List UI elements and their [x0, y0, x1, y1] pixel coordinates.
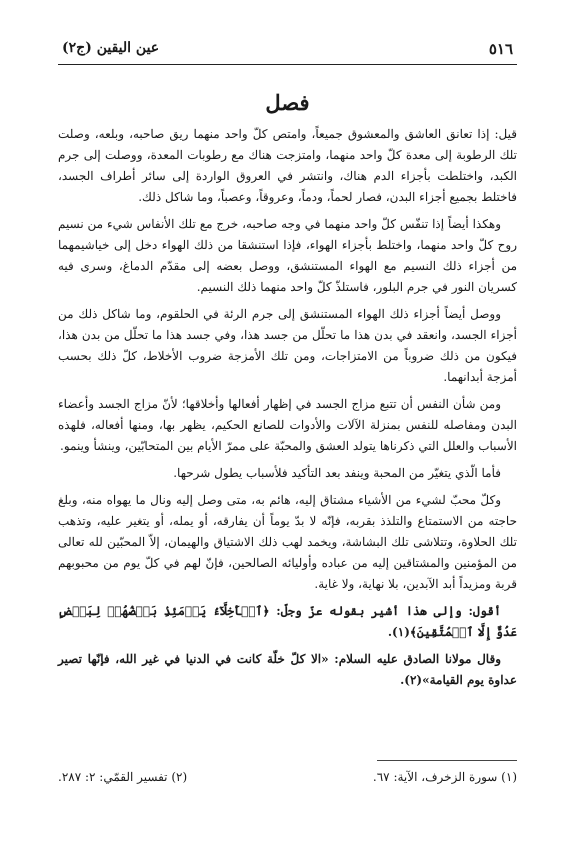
hadith-paragraph: وقال مولانا الصادق عليه السلام: «الا كلّ خلّة كانت في الدنيا في غير الله، فإنّها تصير عداوة يوم القيامة»(٢). [58, 652, 517, 687]
paragraph: وهكذا أيضاً إذا تنفّس كلّ واحد منهما في وجه صاحبه، خرج مع تلك الأنفاس شيء من نسيم روح كلّ واحد منهما، واختلط بأجزاء الهواء، فإذا استنشقا من ذلك الهواء دخل إلى خياشيمهما من أجزاء ذلك النسيم مع الهواء المستنشق، ووصل بعضه إلى مقدّم الدماغ، وسرى فيه كسريان النور في جرم البلور، فاستلذّ كلّ واحد منهما ذلك النسيم. [58, 217, 517, 294]
body-text [58, 124, 517, 697]
footnote-1: (١) سورة الزخرف، الآية: ٦٧. [372, 770, 517, 784]
paragraph: ووصل أيضاً أجزاء ذلك الهواء المستنشق إلى جرم الرئة في الحلقوم، وما شاكل ذلك من أجزاء الجسد، وانعقد في بدن هذا ما تحلّل من جسد هذا، وفي جسد هذا ما تحلّل من بدن هذا، فيكون من ذلك ضروباً من الامتزاجات، ومن تلك الأمزجة ضروب الأخلاط، كلّ ذلك بحسب أمزجة أبدانهما. [58, 307, 517, 384]
page-number: ٥١٦ [488, 40, 513, 58]
footnote-row [58, 768, 517, 786]
footnote-2: (٢) تفسير القمّي: ٢: ٢٨٧. [58, 770, 188, 784]
paragraph: قيل: إذا تعانق العاشق والمعشوق جميعاً، وامتص كلّ واحد منهما ريق صاحبه، وبلعه، وصلت تلك الرطوبة إلى معدة كلّ واحد منهما، وامتزجت هناك مع رطوبات المعدة، ووصلت إلى جرم الكبد، واختلطت بأجزاء الدم هناك، وانتشر في العروق الواردة إلى سائر أطراف الجسد، فاختلط بجميع أجزاء البدن، فصار لحماً، ودماً، وعروقاً، وعصباً، وما شاكل ذلك. [58, 127, 517, 204]
section-title: فصل [265, 90, 310, 115]
running-head: عين اليقين (ج٢) [62, 40, 160, 56]
paragraph: ومن شأن النفس أن تتبع مزاج الجسد في إظهار أفعالها وأخلاقها؛ لأنّ مزاج الجسد وأعضاء البدن ومفاصله للنفس بمنزلة الآلات والأدوات للصانع الحكيم، يظهر بها، ومنها أفعاله، فلهذه الأسباب والعلل التي ذكرناها يتولد العشق والمحبّة على ممرّ الأيام بين المتحابّين، وينشأ وينمو. [58, 397, 517, 453]
paragraph: وكلّ محبّ لشيء من الأشياء مشتاق إليه، هائم به، متى وصل إليه ونال ما يهواه منه، وبلغ حاجته من الاستمتاع والتلذذ بقربه، فإنّه لا بدّ يوماً أن يفارقه، أو يمله، أو يتغير عليه، وتذهب تلك الحلاوة، وتتلاشى تلك البشاشة، ويخمد لهب ذلك الاشتياق والهيمان، إلاّ المحبّين لله تعالى من المؤمنين والمشتاقين إليه من عباده وأوليائه الصالحين، فإنّ لهم في كلّ يوم من محبوبهم قربة ومزيداً أبد الآبدين، بلا نهاية، ولا غاية. [58, 493, 517, 591]
header-rule [58, 64, 517, 65]
footnotes [58, 768, 517, 786]
quote-paragraph: أقول: وإلى هذا أشير بقوله عزّ وجلّ: ﴿ٱلۡأَخِلَّآءُ يَوۡمَئِذِۢ بَعۡضُهُمۡ لِبَعۡضٍ عَدُوٌّ إِلَّا ٱلۡمُتَّقِينَ﴾(١). [58, 604, 517, 639]
footnote-rule [377, 760, 517, 761]
page-header [62, 40, 513, 62]
paragraph: فأما الّذي يتغيّر من المحبة وينفد بعد التأكيد فلأسباب يطول شرحها. [173, 466, 501, 480]
